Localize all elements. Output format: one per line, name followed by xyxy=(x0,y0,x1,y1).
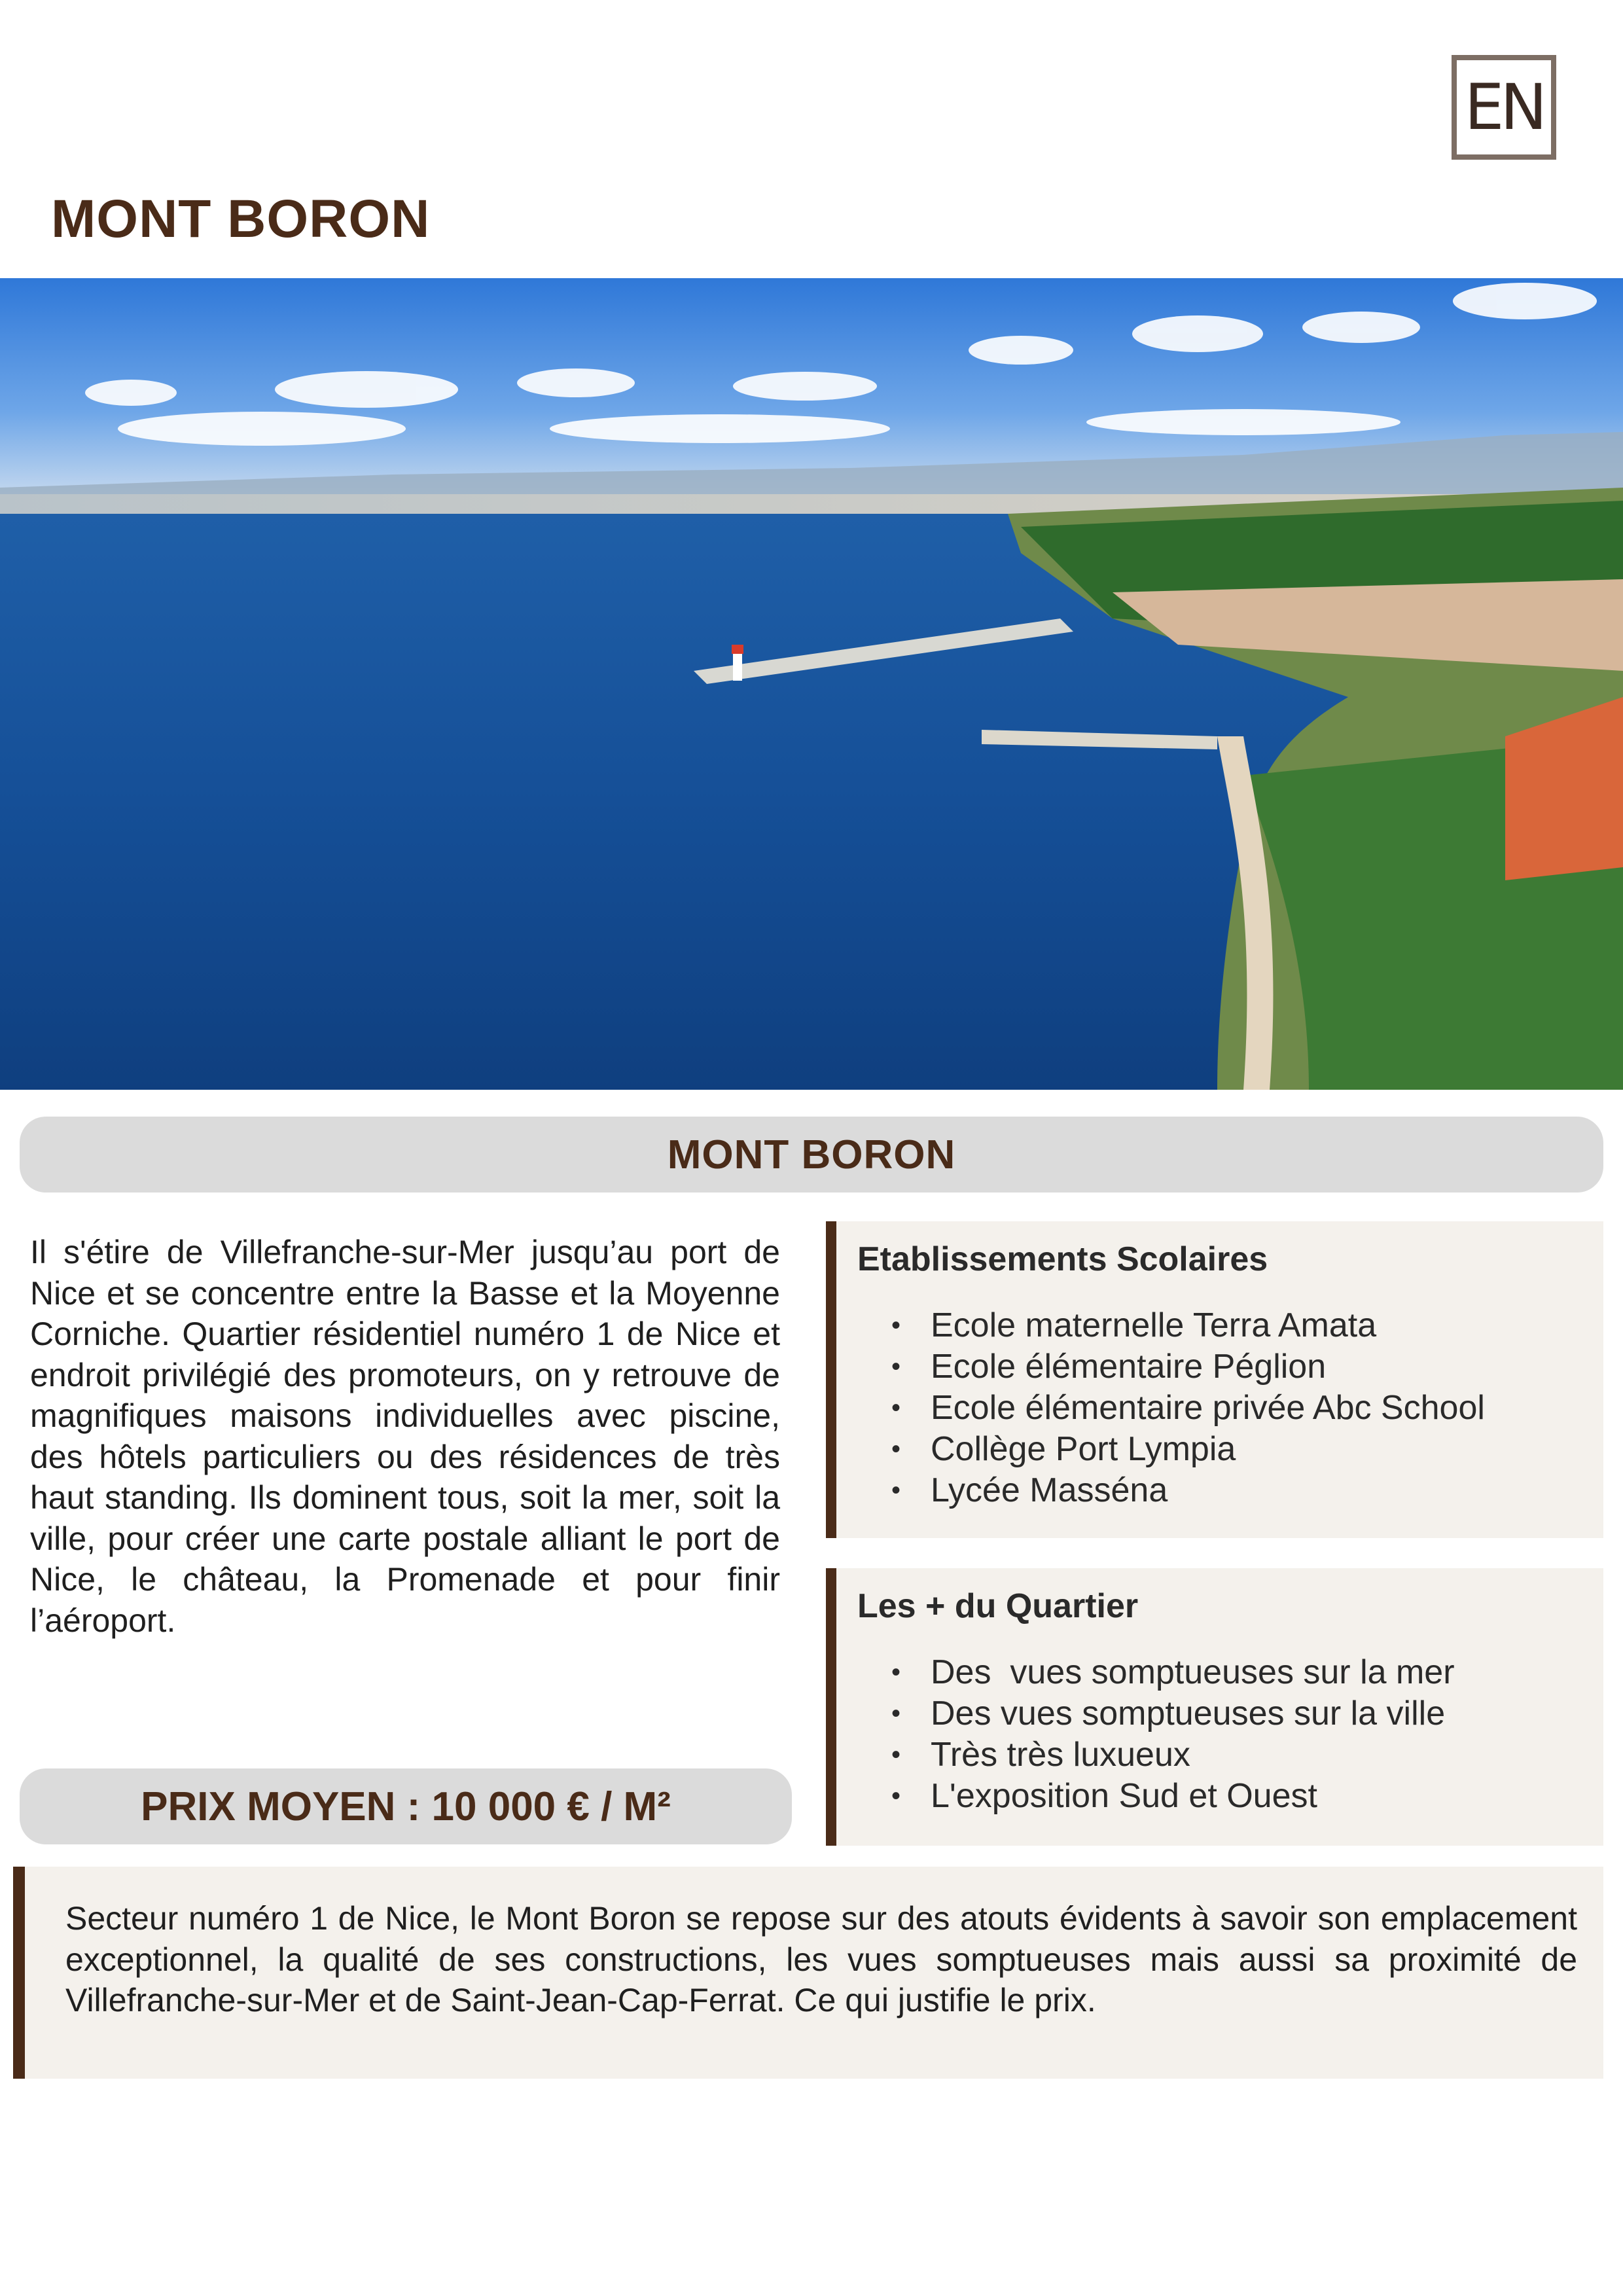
section-title: MONT BORON xyxy=(20,1117,1603,1193)
list-item: • Collège Port Lympia xyxy=(857,1429,1590,1470)
highlights-panel xyxy=(826,1568,1603,1846)
page-title: MONT BORON xyxy=(51,189,431,249)
bullet-icon: • xyxy=(891,1658,901,1687)
brand-logo xyxy=(1452,55,1556,160)
highlights-title: Les + du Quartier xyxy=(857,1587,1139,1625)
bullet-icon: • xyxy=(891,1435,901,1463)
list-item: • L'exposition Sud et Ouest xyxy=(857,1776,1590,1817)
list-item: • Très très luxueux xyxy=(857,1734,1590,1776)
list-item: • Des vues somptueuses sur la ville xyxy=(857,1693,1590,1734)
brand-logo-text: EN xyxy=(1464,71,1544,144)
bullet-icon: • xyxy=(891,1352,901,1381)
bullet-icon: • xyxy=(891,1740,901,1769)
schools-list xyxy=(857,1305,1590,1511)
bullet-icon: • xyxy=(891,1782,901,1810)
list-item: • Des vues somptueuses sur la mer xyxy=(857,1652,1590,1693)
bullet-icon: • xyxy=(891,1699,901,1728)
bullet-icon: • xyxy=(891,1393,901,1422)
list-item: • Ecole élémentaire Péglion xyxy=(857,1346,1590,1388)
list-item: • Ecole maternelle Terra Amata xyxy=(857,1305,1590,1346)
hero-photo xyxy=(0,278,1623,1090)
highlights-list xyxy=(857,1652,1590,1817)
list-item: • Lycée Masséna xyxy=(857,1470,1590,1511)
bullet-icon: • xyxy=(891,1476,901,1505)
schools-title: Etablissements Scolaires xyxy=(857,1240,1268,1278)
summary-text: Secteur numéro 1 de Nice, le Mont Boron se repose sur des atouts évidents à savoir son emplacement exceptionnel, la qualité de ses constructions, les vues somptueuses mais aussi sa proximité de Villefranche-sur-Mer et de Saint-Jean-Cap-Ferrat. Ce qui justifie le prix. xyxy=(65,1900,1577,2018)
neighborhood-description: Il s'étire de Villefranche-sur-Mer jusqu’au port de Nice et se concentre entre la Basse et la Moyenne Corniche. Quartier résidentiel numéro 1 de Nice et endroit privilégié des promoteurs, on y retrouve de magnifiques maisons individuelles avec piscine, des hôtels particuliers ou des résidences de très haut standing. Ils dominent tous, soit la mer, soit la ville, pour créer une carte postale alliant le port de Nice, le château, la Promenade et pour finir l’aéroport. xyxy=(30,1234,780,1639)
list-item: • Ecole élémentaire privée Abc School xyxy=(857,1388,1590,1429)
bullet-icon: • xyxy=(891,1311,901,1340)
schools-panel xyxy=(826,1221,1603,1538)
average-price: PRIX MOYEN : 10 000 € / M² xyxy=(20,1768,792,1844)
summary-box xyxy=(13,1867,1603,2079)
